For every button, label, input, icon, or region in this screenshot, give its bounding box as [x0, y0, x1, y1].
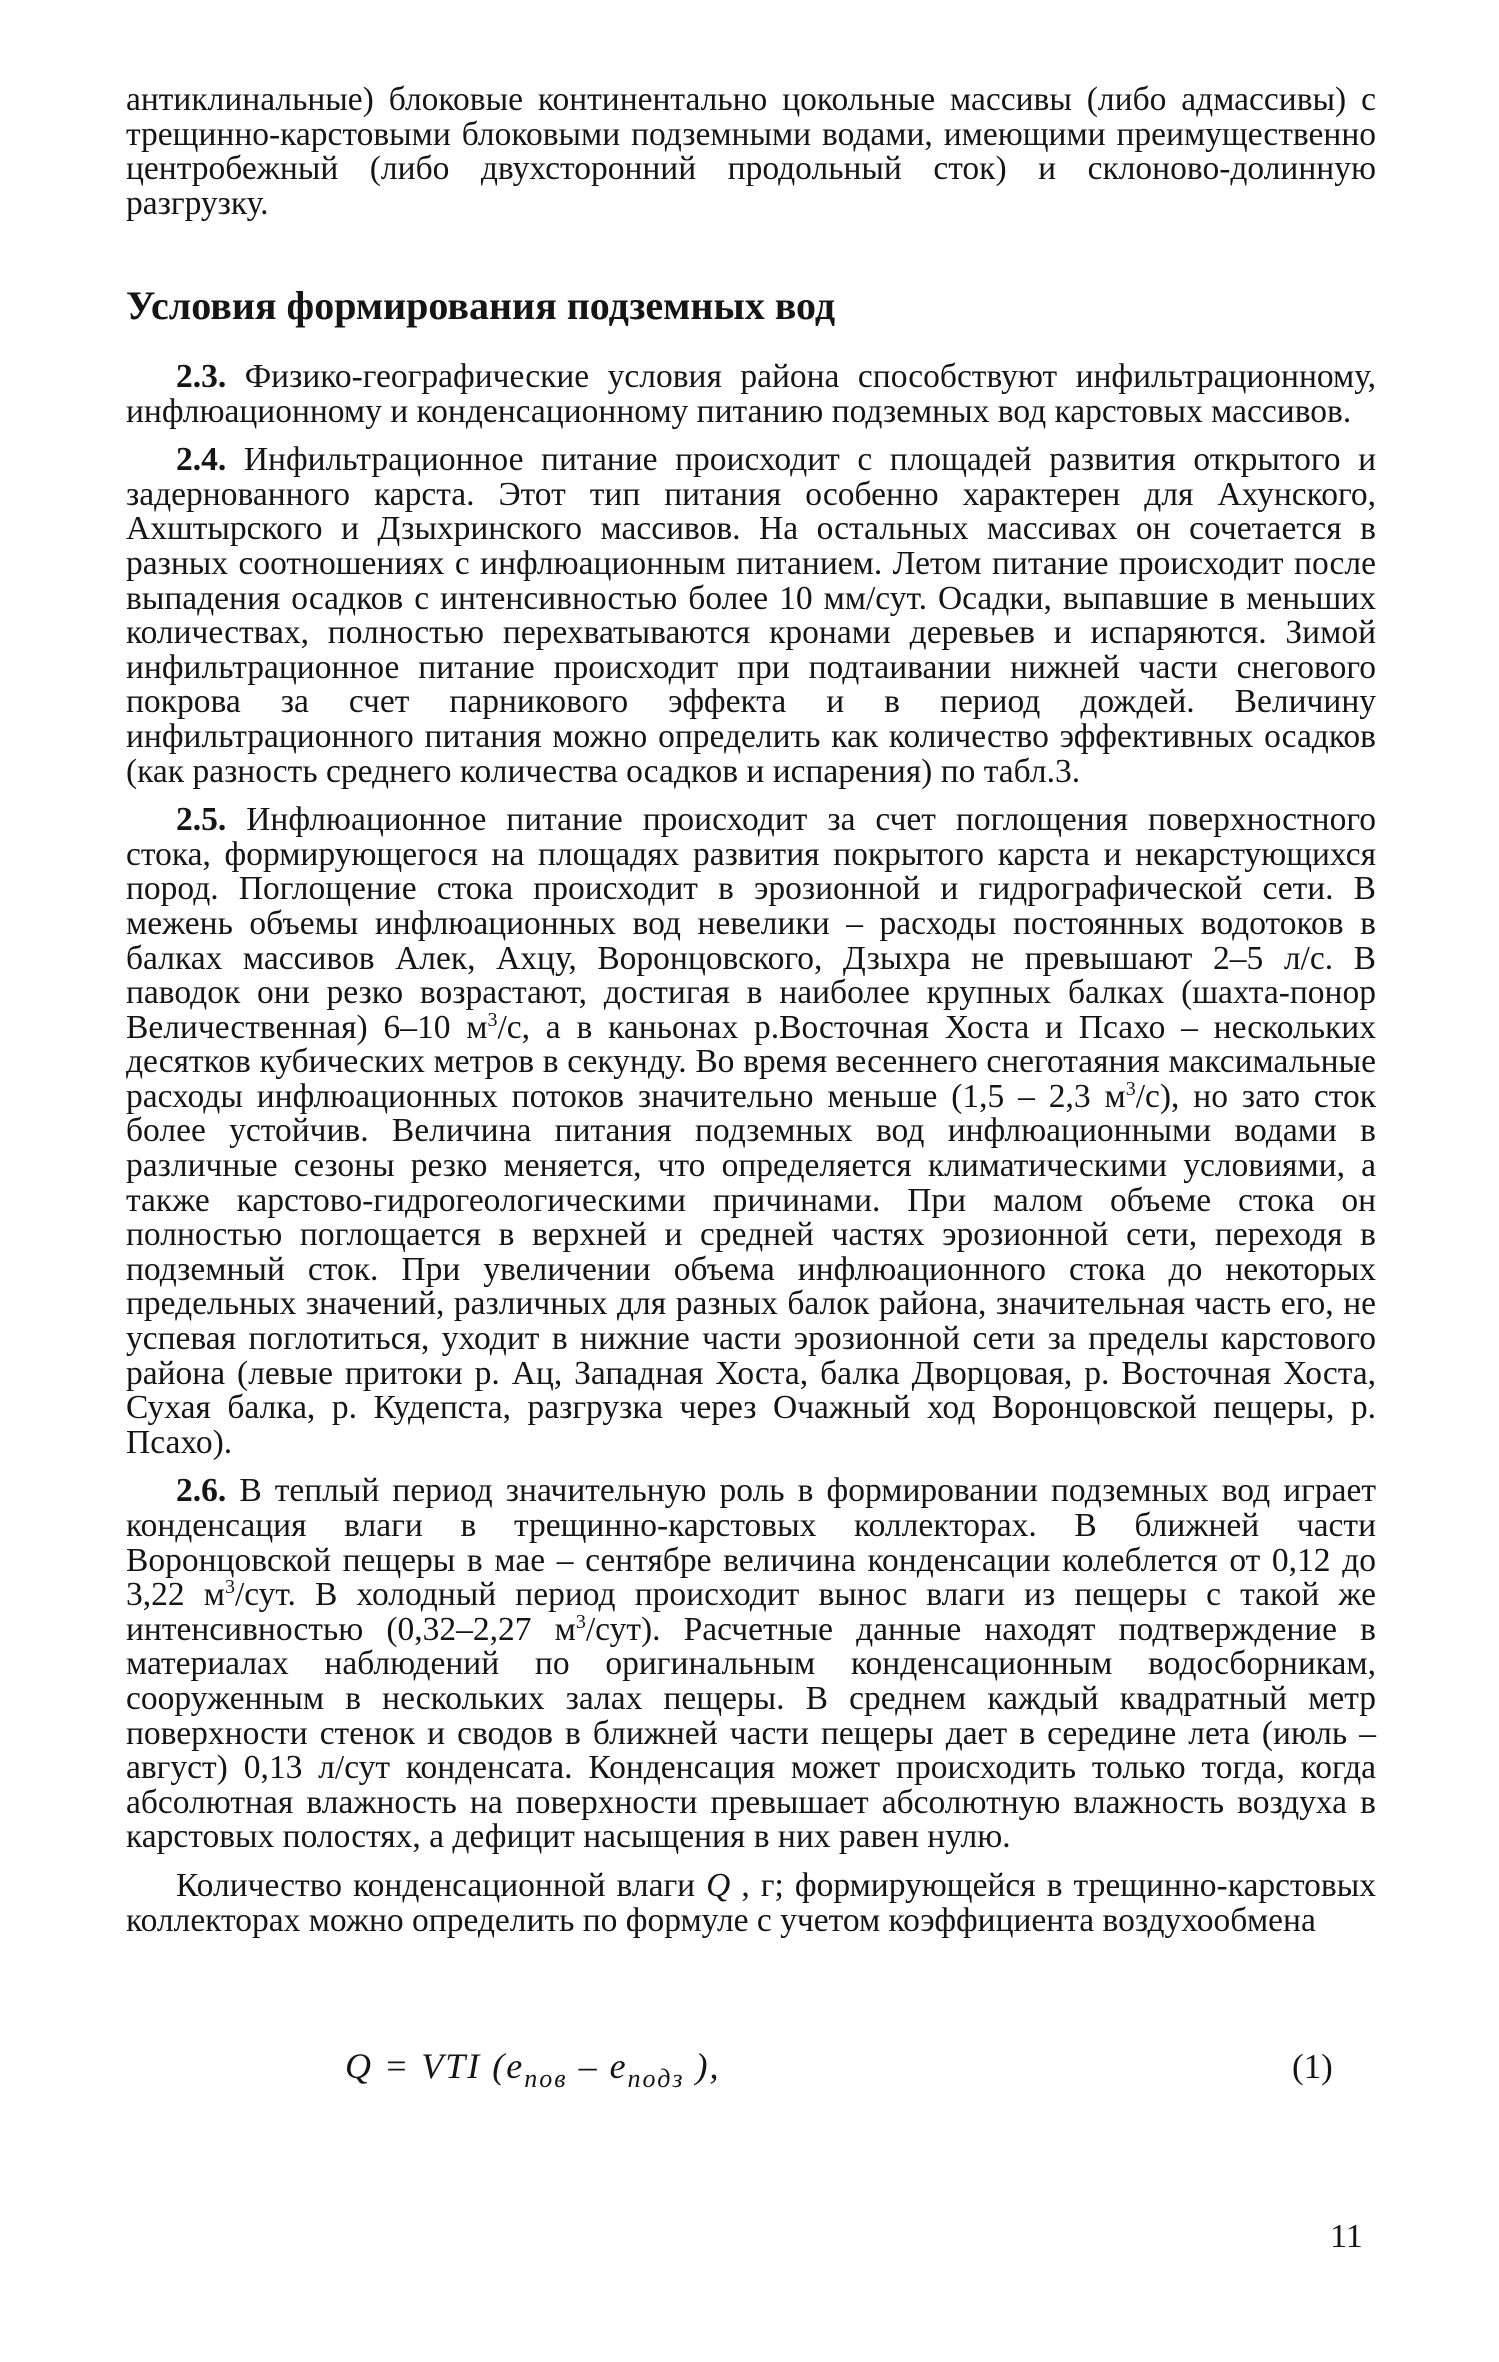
formula-middle: – e — [567, 2046, 628, 2086]
paragraph-text: /с), но зато сток более устойчив. Величина питания подземных вод инфлюационными водами в различные сезоны резко меняется, что определяется климатическими условиями, а также карстово-гидрогеологическими причинами. При малом объеме стока он полностью поглощается в верхней и средней частях эрозионной сети, переходя в подземный сток. При увеличении объема инфлюационного стока до некоторых предельных значений, различных для разных балок района, значительная часть его, не успевая поглотиться, уходит в нижние части эрозионной сети за пределы карстового района (левые притоки р. Ац, Западная Хоста, балка Дворцовая, р. Восточная Хоста, Сухая балка, р. Кудепста, разгрузка через Очажный ход Воронцовской пещеры, р. Псахо). — [126, 1077, 1376, 1461]
body-text-block — [126, 360, 1376, 1938]
q-symbol: Q — [706, 1866, 731, 1904]
paragraph-2-4 — [126, 443, 1376, 789]
section-heading: Условия формирования подземных вод — [126, 283, 836, 328]
superscript: 3 — [575, 1610, 586, 1633]
paragraph-text: , г; формирующейся в трещинно-карстовых коллекторах можно определить по формуле с учетом коэффициента воздухообмена — [126, 1866, 1376, 1939]
page-number: 11 — [1330, 2218, 1363, 2255]
paragraph-2-3 — [126, 360, 1376, 429]
paragraph-text: /сут). Расчетные данные находят подтверждение в материалах наблюдений по оригинальным конденсационным водосборникам, сооруженным в нескольких залах пещеры. В среднем каждый квадратный метр поверхности стенок и сводов в ближней части пещеры дает в середине лета (июль – август) 0,13 л/сут конденсата. Конденсация может происходить только тогда, когда абсолютная влажность на поверхности превышает абсолютную влажность воздуха в карстовых полостях, а дефицит насыщения в них равен нулю. — [126, 1610, 1376, 1856]
paragraph-text: Инфильтрационное питание происходит с площадей развития открытого и задернованного карста. Этот тип питания особенно характерен для Ахунского, Ахштырского и Дзыхринского массивов. На остальных массивах он сочетается в разных соотношениях с инфлюационным питанием. Летом питание происходит после выпадения осадков с интенсивностью более 10 мм/сут. Осадки, выпавшие в меньших количествах, полностью перехватываются кронами деревьев и испаряются. Зимой инфильтрационное питание происходит при подтаивании нижней части снегового покрова за счет парникового эффекта и в период дождей. Величину инфильтрационного питания можно определить как количество эффективных осадков (как разность среднего количества осадков и испарения) по табл.3. — [126, 441, 1376, 790]
paragraph-text: /с, а в каньонах р.Восточная Хоста и Псахо – нескольких десятков кубических метров в секунду. Во время весеннего снеготаяния максимальные расходы инфлюационных потоков значительно меньше (1,5 – 2,3 м — [126, 1008, 1376, 1115]
formula-number: (1) — [1292, 2047, 1333, 2086]
paragraph-2-5 — [126, 803, 1376, 1460]
formula-subscript: подз — [627, 2064, 685, 2093]
top-text-block — [126, 83, 1376, 221]
paragraph-number: 2.4. — [176, 441, 227, 479]
paragraph-number: 2.5. — [176, 801, 227, 839]
formula-lhs: Q = VTI (e — [345, 2046, 525, 2086]
paragraph-2-6 — [126, 1474, 1376, 1855]
top-paragraph: антиклинальные) блоковые континентально цокольные массивы (либо адмассивы) с трещинно-карстовыми блоковыми подземными водами, имеющими преимущественно центробежный (либо двухсторонний продольный сток) и склоново-долинную разгрузку. — [126, 81, 1376, 222]
formula-subscript: пов — [524, 2064, 568, 2093]
superscript: 3 — [224, 1576, 235, 1599]
formula — [345, 2045, 721, 2094]
superscript: 3 — [1125, 1077, 1136, 1100]
superscript: 3 — [487, 1008, 498, 1031]
closing-paragraph — [126, 1866, 1376, 1939]
paragraph-text: Инфлюационное питание происходит за счет поглощения поверхностного стока, формирующегося на площадях развития покрытого карста и некарстующихся пород. Поглощение стока происходит в эрозионной и гидрографической сети. В межень объемы инфлюационных вод невелики – расходы постоянных водотоков в балках массивов Алек, Ахцу, Воронцовского, Дзыхра не превышают 2–5 л/с. В паводок они резко возрастают, достигая в наиболее крупных балках (шахта-понор Величественная) 6–10 м — [126, 801, 1377, 1046]
paragraph-text: Количество конденсационной влаги — [176, 1866, 707, 1904]
paragraph-text: /сут. В холодный период происходит вынос влаги из пещеры с такой же интенсивностью (0,32–2,27 м — [126, 1576, 1376, 1648]
paragraph-text: В теплый период значительную роль в формировании подземных вод играет конденсация влаги в трещинно-карстовых коллекторах. В ближней части Воронцовской пещеры в мае – сентябре величина конденсации колеблется от 0,12 до 3,22 м — [126, 1472, 1376, 1614]
formula-rhs: ), — [684, 2046, 721, 2086]
paragraph-number: 2.3. — [176, 358, 227, 395]
paragraph-number: 2.6. — [176, 1472, 227, 1510]
paragraph-text: Физико-географические условия района способствуют инфильтрационному, инфлюационному и конденсационному питанию подземных вод карстовых массивов. — [126, 358, 1376, 430]
